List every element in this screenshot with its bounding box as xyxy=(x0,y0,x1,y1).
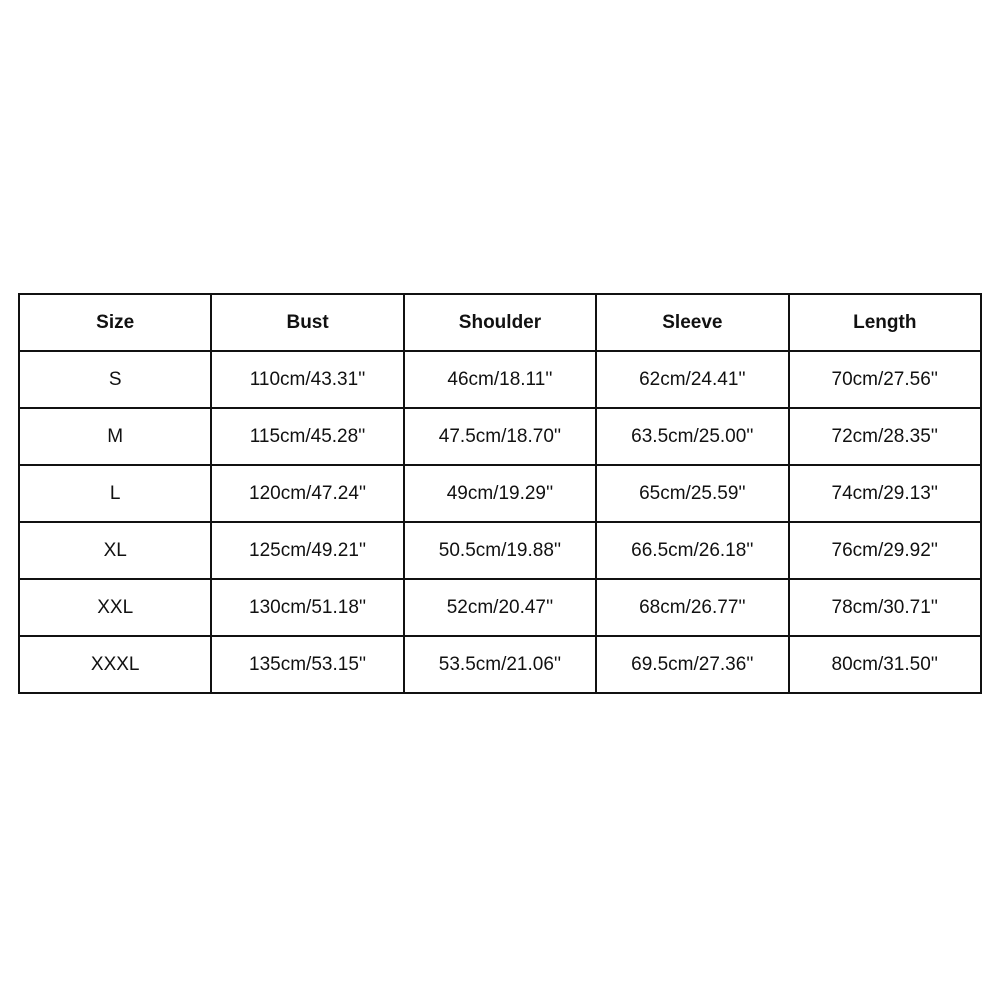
cell-length: 76cm/29.92'' xyxy=(789,522,981,579)
cell-sleeve: 65cm/25.59'' xyxy=(596,465,788,522)
header-shoulder: Shoulder xyxy=(404,294,596,351)
cell-sleeve: 66.5cm/26.18'' xyxy=(596,522,788,579)
header-row xyxy=(19,294,981,351)
cell-size: M xyxy=(19,408,211,465)
cell-size: XXXL xyxy=(19,636,211,693)
cell-bust: 115cm/45.28'' xyxy=(211,408,403,465)
table-row xyxy=(19,636,981,693)
size-chart-body xyxy=(19,351,981,693)
cell-sleeve: 69.5cm/27.36'' xyxy=(596,636,788,693)
cell-length: 74cm/29.13'' xyxy=(789,465,981,522)
cell-sleeve: 68cm/26.77'' xyxy=(596,579,788,636)
cell-length: 72cm/28.35'' xyxy=(789,408,981,465)
cell-bust: 130cm/51.18'' xyxy=(211,579,403,636)
table-row xyxy=(19,351,981,408)
cell-size: S xyxy=(19,351,211,408)
cell-bust: 135cm/53.15'' xyxy=(211,636,403,693)
table-row xyxy=(19,522,981,579)
cell-bust: 120cm/47.24'' xyxy=(211,465,403,522)
header-sleeve: Sleeve xyxy=(596,294,788,351)
cell-size: L xyxy=(19,465,211,522)
cell-sleeve: 63.5cm/25.00'' xyxy=(596,408,788,465)
cell-bust: 110cm/43.31'' xyxy=(211,351,403,408)
cell-size: XL xyxy=(19,522,211,579)
cell-shoulder: 47.5cm/18.70'' xyxy=(404,408,596,465)
cell-length: 70cm/27.56'' xyxy=(789,351,981,408)
cell-shoulder: 53.5cm/21.06'' xyxy=(404,636,596,693)
header-bust: Bust xyxy=(211,294,403,351)
cell-shoulder: 46cm/18.11'' xyxy=(404,351,596,408)
table-row xyxy=(19,465,981,522)
cell-length: 80cm/31.50'' xyxy=(789,636,981,693)
table-row xyxy=(19,579,981,636)
cell-size: XXL xyxy=(19,579,211,636)
cell-bust: 125cm/49.21'' xyxy=(211,522,403,579)
cell-shoulder: 50.5cm/19.88'' xyxy=(404,522,596,579)
cell-shoulder: 49cm/19.29'' xyxy=(404,465,596,522)
header-size: Size xyxy=(19,294,211,351)
cell-length: 78cm/30.71'' xyxy=(789,579,981,636)
table-row xyxy=(19,408,981,465)
size-chart-table xyxy=(18,293,982,694)
cell-shoulder: 52cm/20.47'' xyxy=(404,579,596,636)
cell-sleeve: 62cm/24.41'' xyxy=(596,351,788,408)
size-chart-header xyxy=(19,294,981,351)
header-length: Length xyxy=(789,294,981,351)
